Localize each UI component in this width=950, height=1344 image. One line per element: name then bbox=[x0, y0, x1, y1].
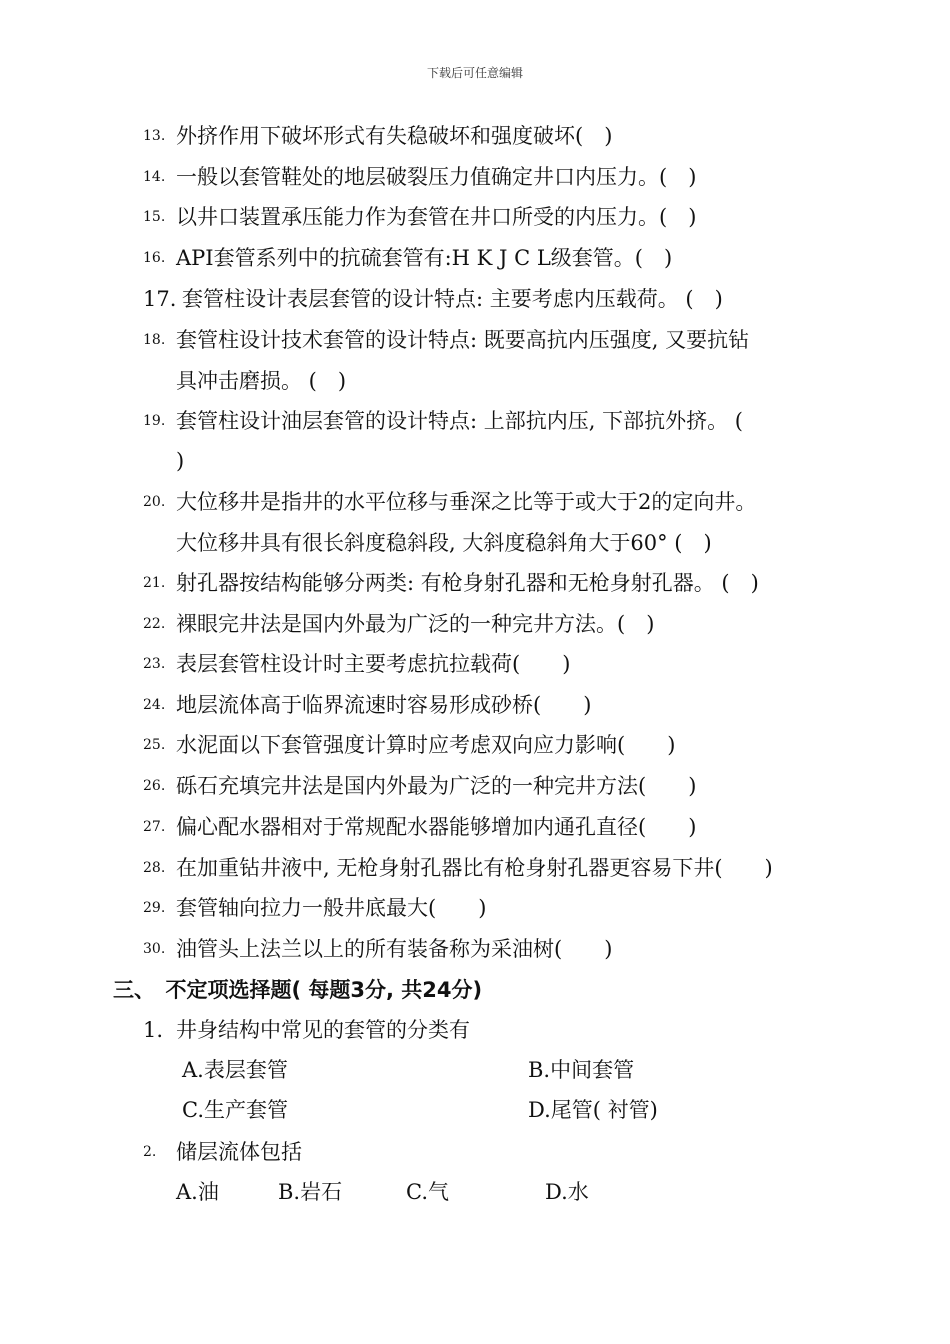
question-number: 25. bbox=[143, 737, 166, 753]
question-text: 大位移井是指井的水平位移与垂深之比等于或大于2的定向井。 bbox=[176, 490, 757, 514]
question-30 bbox=[0, 929, 950, 969]
mc-question-2 bbox=[0, 1132, 950, 1172]
question-number: 24. bbox=[143, 697, 166, 713]
question-number: 18. bbox=[143, 332, 166, 348]
question-text: 地层流体高于临界流速时容易形成砂桥( ) bbox=[176, 693, 592, 717]
question-13 bbox=[0, 116, 950, 156]
question-18-continuation: 具冲击磨损。 ( ) bbox=[176, 369, 347, 393]
question-number: 30. bbox=[143, 941, 166, 957]
question-16 bbox=[0, 238, 950, 278]
question-text: 偏心配水器相对于常规配水器能够增加内通孔直径( ) bbox=[176, 815, 697, 839]
question-number: 2. bbox=[143, 1144, 157, 1160]
question-29 bbox=[0, 888, 950, 928]
question-text: 套管柱设计表层套管的设计特点: 主要考虑内压载荷。 ( ) bbox=[182, 287, 723, 311]
question-number: 1. bbox=[143, 1018, 164, 1042]
question-20-continuation: 大位移井具有很长斜度稳斜段, 大斜度稳斜角大于60° ( ) bbox=[176, 531, 712, 555]
question-text: 表层套管柱设计时主要考虑抗拉载荷( ) bbox=[176, 652, 571, 676]
question-26 bbox=[0, 766, 950, 806]
mc-question-1 bbox=[0, 1010, 950, 1050]
question-number: 22. bbox=[143, 616, 166, 632]
option-b: B.岩石 bbox=[278, 1180, 343, 1204]
option-c: C.气 bbox=[406, 1180, 449, 1204]
question-number: 20. bbox=[143, 494, 166, 510]
question-20 bbox=[0, 482, 950, 522]
question-text: 水泥面以下套管强度计算时应考虑双向应力影响( ) bbox=[176, 733, 676, 757]
question-number: 29. bbox=[143, 900, 166, 916]
question-number: 28. bbox=[143, 860, 166, 876]
question-text: 储层流体包括 bbox=[176, 1140, 302, 1164]
question-number: 27. bbox=[143, 819, 166, 835]
question-number: 19. bbox=[143, 413, 166, 429]
question-14 bbox=[0, 157, 950, 197]
section-heading: 三、 不定项选择题( 每题3分, 共24分) bbox=[113, 978, 483, 1002]
question-text: 砾石充填完井法是国内外最为广泛的一种完井方法( ) bbox=[176, 774, 697, 798]
question-text: 油管头上法兰以上的所有装备称为采油树( ) bbox=[176, 937, 613, 961]
question-text: 套管轴向拉力一般井底最大( ) bbox=[176, 896, 487, 920]
option-d: D.尾管( 衬管) bbox=[528, 1098, 658, 1122]
question-18 bbox=[0, 320, 950, 360]
question-text: 套管柱设计油层套管的设计特点: 上部抗内压, 下部抗外挤。 ( bbox=[176, 409, 743, 433]
question-number: 17. bbox=[143, 287, 177, 311]
question-28 bbox=[0, 848, 950, 888]
option-a: A.油 bbox=[176, 1180, 219, 1204]
question-number: 16. bbox=[143, 250, 166, 266]
option-d: D.水 bbox=[545, 1180, 589, 1204]
option-c: C.生产套管 bbox=[182, 1098, 288, 1122]
question-number: 13. bbox=[143, 128, 166, 144]
question-text: 裸眼完井法是国内外最为广泛的一种完井方法。( ) bbox=[176, 612, 655, 636]
question-text: 外挤作用下破坏形式有失稳破坏和强度破坏( ) bbox=[176, 124, 613, 148]
question-number: 15. bbox=[143, 209, 166, 225]
question-number: 23. bbox=[143, 656, 166, 672]
question-15 bbox=[0, 197, 950, 237]
question-24 bbox=[0, 685, 950, 725]
question-text: 一般以套管鞋处的地层破裂压力值确定井口内压力。( ) bbox=[176, 165, 697, 189]
question-number: 21. bbox=[143, 575, 166, 591]
question-number: 14. bbox=[143, 169, 166, 185]
question-23 bbox=[0, 644, 950, 684]
question-22 bbox=[0, 604, 950, 644]
question-text: 射孔器按结构能够分两类: 有枪身射孔器和无枪身射孔器。 ( ) bbox=[176, 571, 759, 595]
option-b: B.中间套管 bbox=[528, 1058, 635, 1082]
question-19-continuation: ) bbox=[176, 449, 185, 473]
question-number: 26. bbox=[143, 778, 166, 794]
question-21 bbox=[0, 563, 950, 603]
question-text: 井身结构中常见的套管的分类有 bbox=[176, 1018, 470, 1042]
question-25 bbox=[0, 725, 950, 765]
question-text: API套管系列中的抗硫套管有:H K J C L级套管。( ) bbox=[176, 246, 673, 270]
question-27 bbox=[0, 807, 950, 847]
question-text: 以井口装置承压能力作为套管在井口所受的内压力。( ) bbox=[176, 205, 697, 229]
question-text: 在加重钻井液中, 无枪身射孔器比有枪身射孔器更容易下井( ) bbox=[176, 856, 773, 880]
question-text: 套管柱设计技术套管的设计特点: 既要高抗内压强度, 又要抗钻 bbox=[176, 328, 750, 352]
option-a: A.表层套管 bbox=[182, 1058, 288, 1082]
page-header: 下载后可任意编辑 bbox=[426, 66, 523, 80]
question-19 bbox=[0, 401, 950, 441]
question-17 bbox=[0, 279, 950, 319]
